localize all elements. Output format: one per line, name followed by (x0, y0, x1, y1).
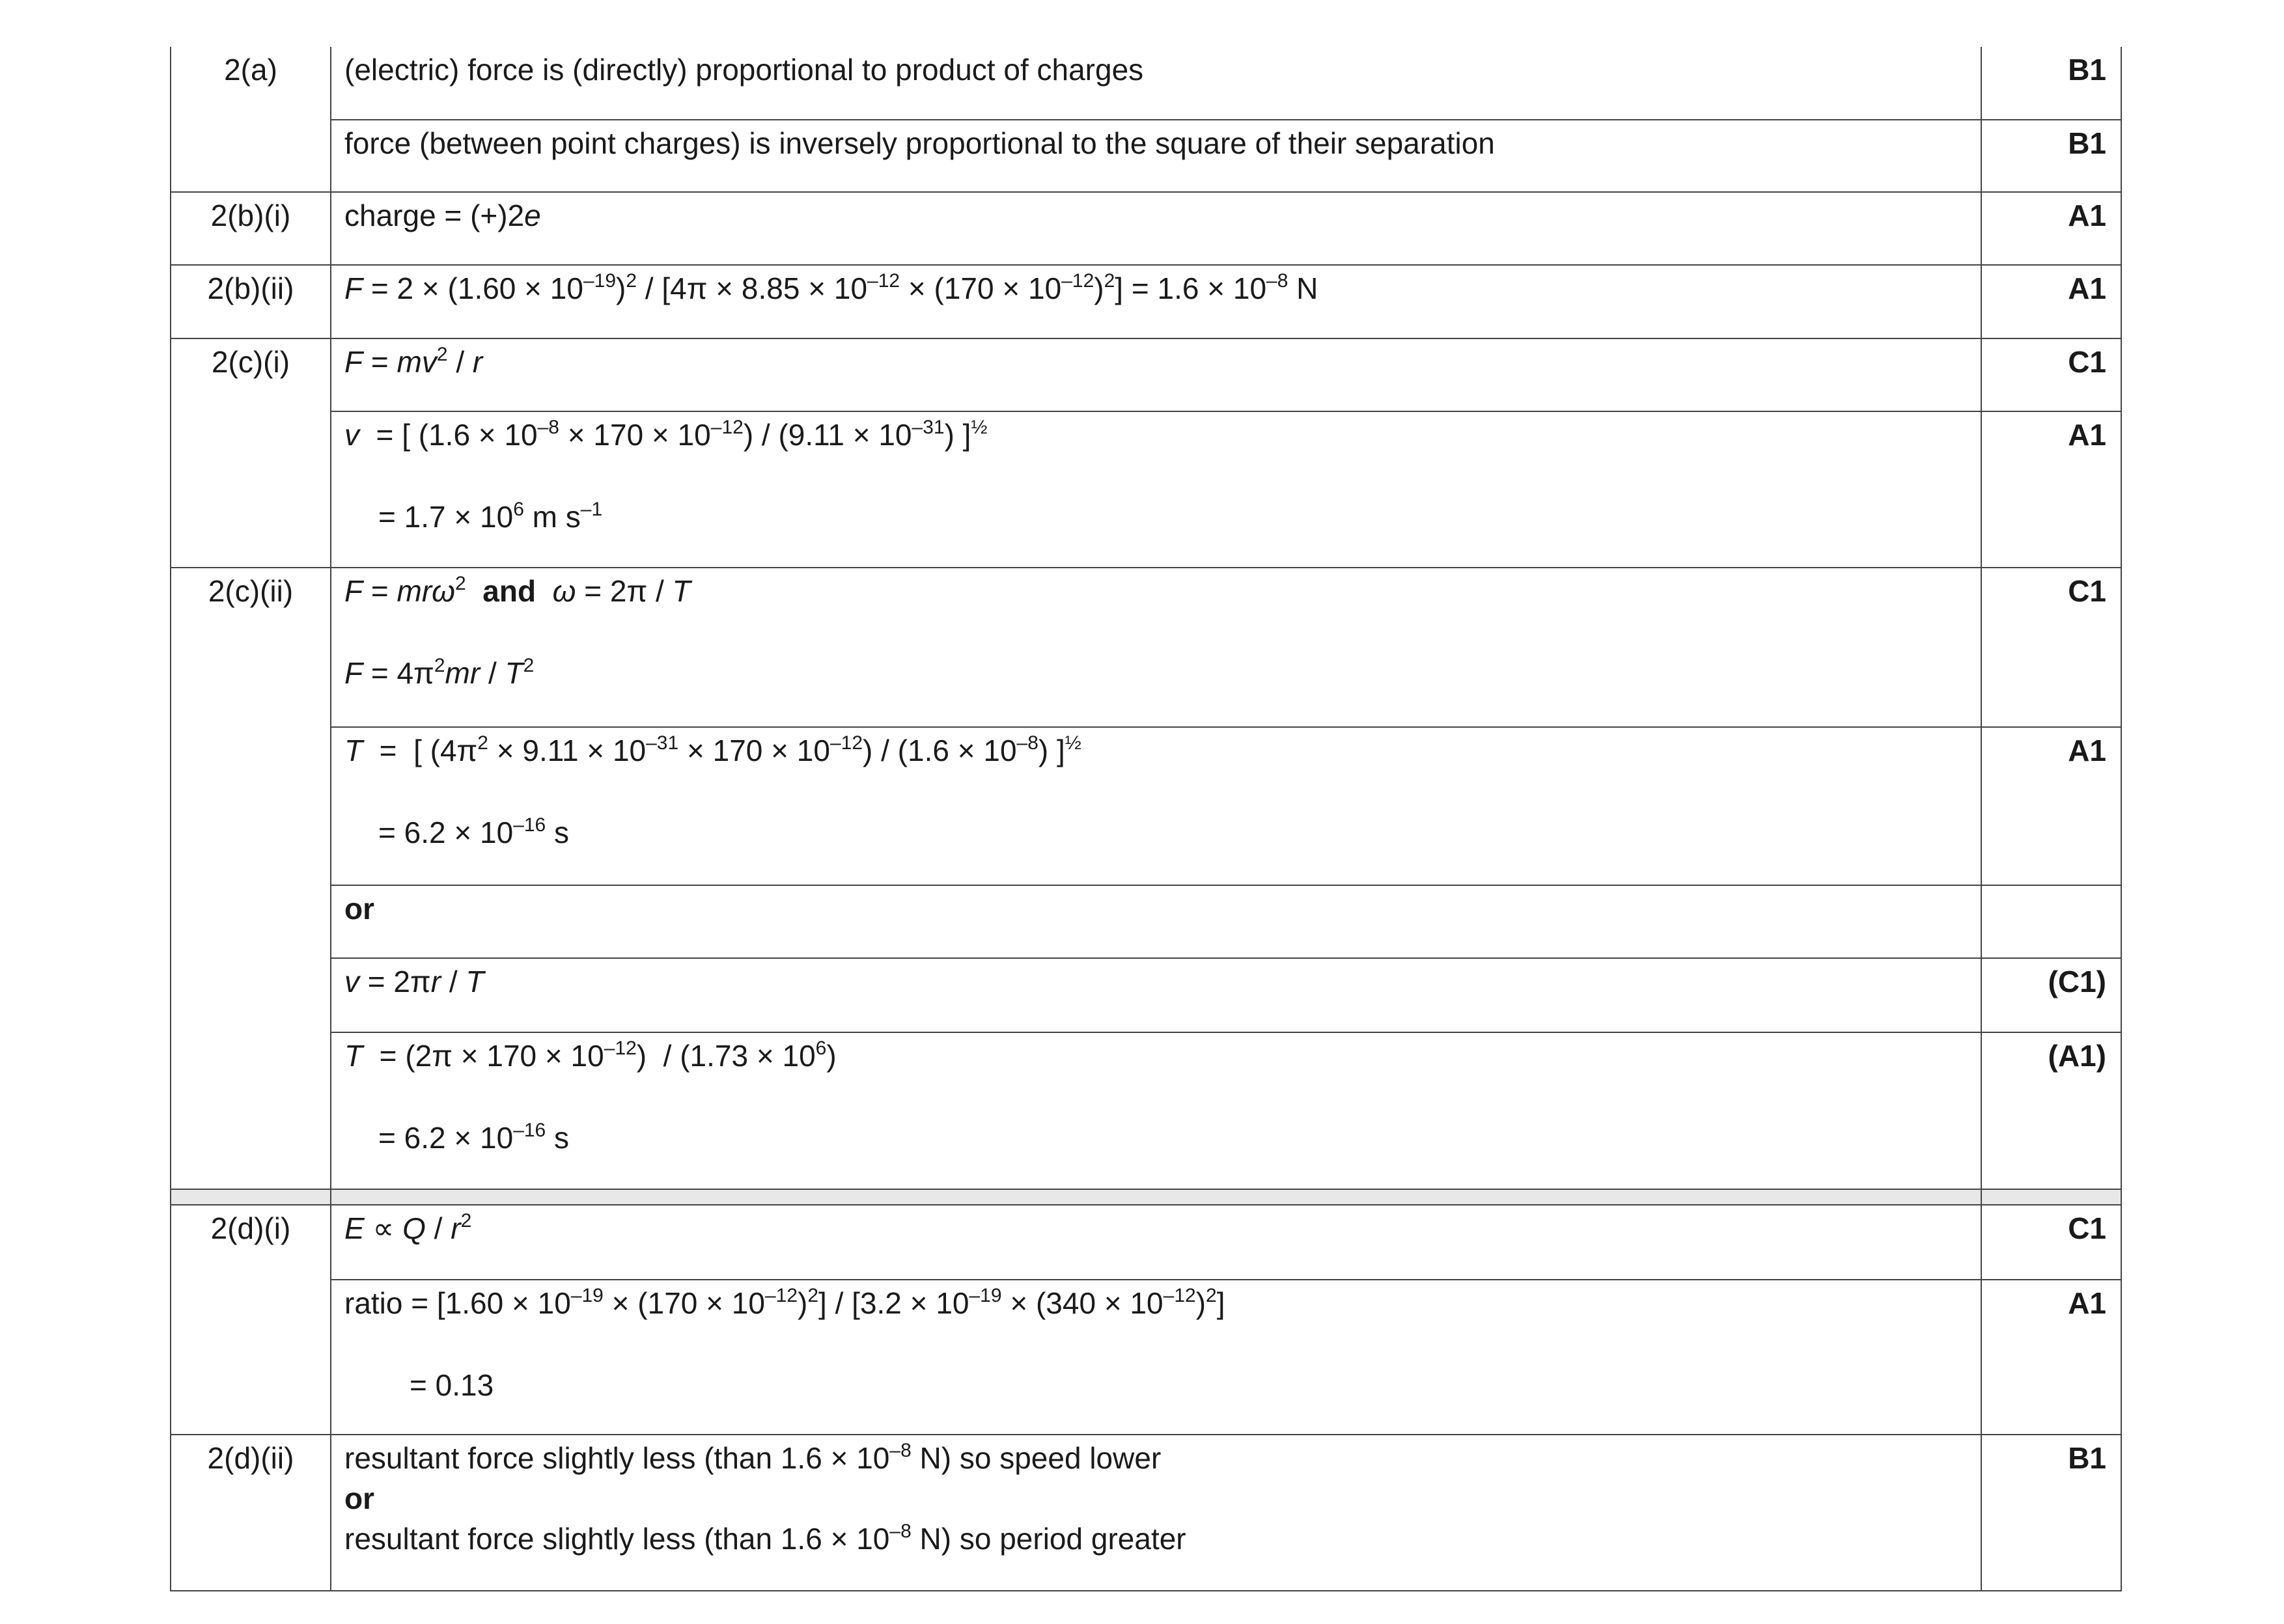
answer-cell: or (331, 885, 1981, 958)
question-number: 2(a) (171, 47, 331, 192)
mark-cell: B1 (1981, 47, 2121, 120)
table-row (171, 120, 2121, 192)
section-divider (171, 1189, 2121, 1205)
mark-scheme-table (170, 47, 2122, 1591)
table-row (171, 47, 2121, 120)
answer-cell: v = [ $(1.6 \times 10^{-8} \times 170 \times 10^{-12}) / (9.11 \times 10^{-31})$ ]$^{\frac{1}{2}}$ = $1.7 \times 10^6$ m $s^{-1}$ (331, 411, 1981, 568)
question-number: 2(b)(i) (171, 192, 331, 265)
answer-cell: resultant force slightly less (than $1.6 \times 10^{-8}$ N) so speed lower or resultant force slightly less (than $1.6 \times 10^{-8}$ N) so period greater (331, 1435, 1981, 1591)
mark-cell: A1 (1981, 411, 2121, 568)
question-number: 2(d)(ii) (171, 1435, 331, 1591)
table-row (171, 1205, 2121, 1280)
table-row (171, 1435, 2121, 1591)
answer-cell: (electric) force is (directly) proportional to product of charges (331, 47, 1981, 120)
answer-cell: $T = (2\pi \times 170 \times 10^{-12}) / (1.73 \times 10^6)$ = $6.2 \times 10^{-16}$ s (331, 1032, 1981, 1189)
answer-cell: $F = 2 \times (1.60 \times 10^{-19})^2 / [4\pi \times 8.85 \times 10^{-12} \times (170 \times 10^{-12})^2] = 1.6 \times 10^{-8}$ N (331, 265, 1981, 338)
table-row (171, 568, 2121, 727)
table-row (171, 727, 2121, 885)
answer-cell: F = mrω$^2$ and ω = 2π / T $F = 4\pi^2mr / T^2$ (331, 568, 1981, 727)
mark-cell: (C1) (1981, 958, 2121, 1032)
mark-cell: B1 (1981, 1435, 2121, 1591)
mark-cell: A1 (1981, 727, 2121, 885)
table-row (171, 958, 2121, 1032)
table-row (171, 1280, 2121, 1435)
question-number: 2(b)(ii) (171, 265, 331, 338)
table-row (171, 338, 2121, 411)
table-row (171, 265, 2121, 338)
mark-cell: C1 (1981, 1205, 2121, 1280)
mark-cell: A1 (1981, 265, 2121, 338)
mark-cell (1981, 885, 2121, 958)
question-number: 2(c)(ii) (171, 568, 331, 1189)
answer-cell: $F = mv^2 / r$ (331, 338, 1981, 411)
mark-cell: A1 (1981, 1280, 2121, 1435)
question-number: 2(c)(i) (171, 338, 331, 568)
mark-cell: C1 (1981, 338, 2121, 411)
answer-cell: T = [ $(4\pi^2 \times 9.11 \times 10^{-31} \times 170 \times 10^{-12}) / (1.6 \times 10^{-8})$ ]$^{\frac{1}{2}}$ = $6.2 \times 10^{-16}$ s (331, 727, 1981, 885)
answer-cell: force (between point charges) is inversely proportional to the square of their separation (331, 120, 1981, 192)
table-row (171, 885, 2121, 958)
question-number: 2(d)(i) (171, 1205, 331, 1435)
answer-cell: v = 2πr / T (331, 958, 1981, 1032)
mark-cell: (A1) (1981, 1032, 2121, 1189)
answer-cell: charge = (+)2e (331, 192, 1981, 265)
answer-cell: $E \propto Q / r^2$ (331, 1205, 1981, 1280)
table-row (171, 192, 2121, 265)
table-row (171, 1032, 2121, 1189)
mark-cell: B1 (1981, 120, 2121, 192)
mark-cell: A1 (1981, 192, 2121, 265)
table-row (171, 411, 2121, 568)
mark-cell: C1 (1981, 568, 2121, 727)
answer-cell: ratio = $[1.60 \times 10^{-19} \times (170 \times 10^{-12})^2] / [3.2 \times 10^{-19} \times (340 \times 10^{-12})^2]$ = 0.13 (331, 1280, 1981, 1435)
